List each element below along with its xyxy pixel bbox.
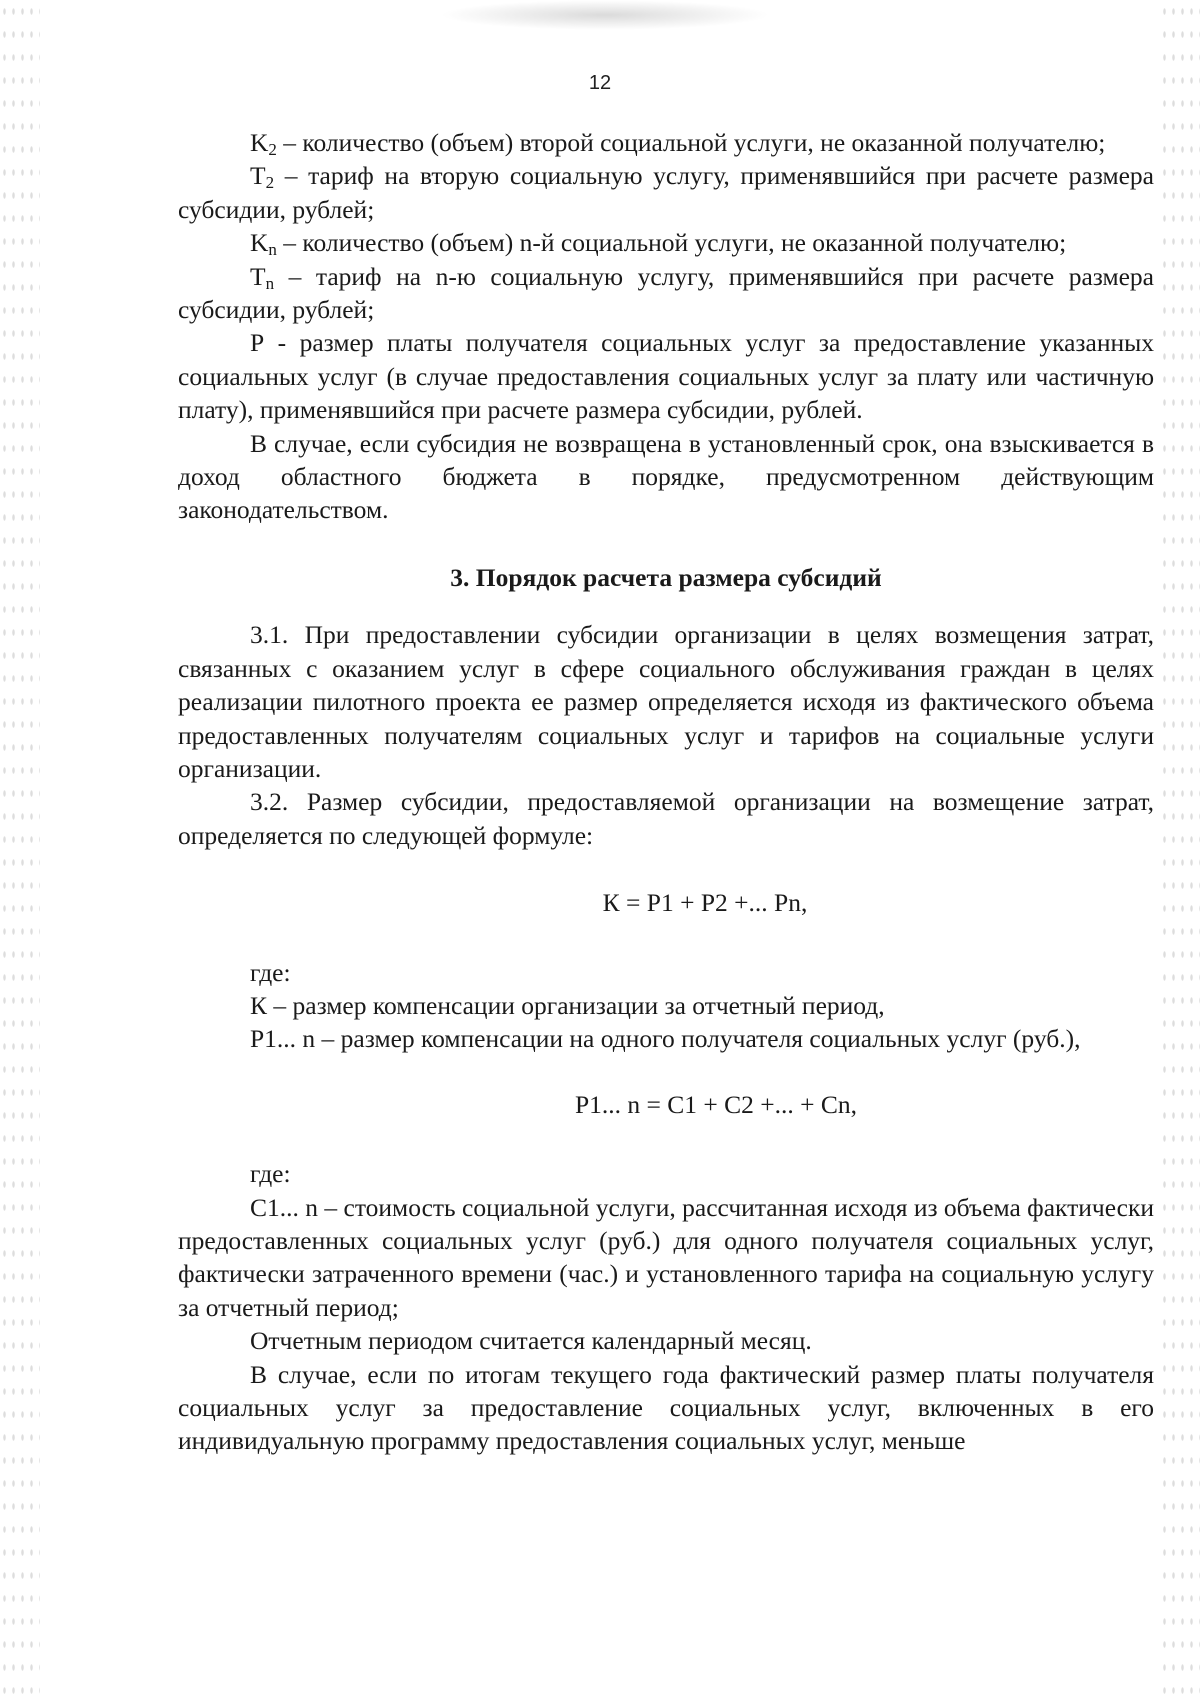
paragraph-3-2: 3.2. Размер субсидии, предоставляемой организации на возмещение затрат, определяется по следующей формуле: [178, 787, 1154, 850]
page-number: 12 [588, 72, 612, 94]
definition-p1n: Р1... n – размер компенсации на одного получателя социальных услуг (руб.), [250, 1024, 1081, 1054]
scan-artifact [440, 0, 770, 30]
document-body [178, 126, 1154, 1458]
where-label-1: где: [250, 957, 291, 987]
definition-tn: $Т_n$ – тариф на n-ю социальную услугу, применявшийся при расчете размера субсидии, рублей; [178, 261, 1154, 325]
scan-edge-left [0, 0, 40, 1708]
paragraph-last: В случае, если по итогам текущего года фактический размер платы получателя социальных услуг за предоставление социальных услуг, включенных в его индивидуальную программу предоставления социальных услуг, меньше [178, 1359, 1154, 1456]
definition-t2: $Т_2$ – тариф на вторую социальную услугу, применявшийся при расчете размера субсидии, рублей; [178, 161, 1154, 224]
definition-kn: $K_n$ – количество (объем) n-й социальной услуги, не оказанной получателю; [250, 228, 1067, 260]
where-label-2: где: [250, 1159, 291, 1189]
definition-p: Р - размер платы получателя социальных услуг за предоставление указанных социальных услуг (в случае предоставления социальных услуг за плату или частичную плату), применявшийся при расчете размера субсидии, рублей. [178, 328, 1154, 425]
definition-k2: $K_2$ – количество (объем) второй социальной услуги, не оказанной получателю; [250, 128, 1106, 159]
reporting-period: Отчетным периодом считается календарный месяц. [250, 1326, 812, 1356]
paragraph-refund: В случае, если субсидия не возвращена в установленный срок, она взыскивается в доход областного бюджета в порядке, предусмотренном действующим законодательством. [178, 428, 1154, 525]
section-heading: 3. Порядок расчета размера субсидий [450, 562, 882, 592]
definition-c1n: С1... n – стоимость социальной услуги, рассчитанная исходя из объема фактически предоставленных социальных услуг (руб.) для одного получателя социальных услуг, фактически затраченного времени (час.) и установленного тарифа на социальную услугу за отчетный период; [178, 1192, 1154, 1322]
formula-k: К = Р1 + Р2 +... Рn, [602, 888, 808, 918]
definition-k: К – размер компенсации организации за отчетный период, [250, 990, 885, 1020]
paragraph-3-1: 3.1. При предоставлении субсидии организации в целях возмещения затрат, связанных с оказанием услуг в сфере социального обслуживания граждан в целях реализации пилотного проекта ее размер определяется исходя из фактического объема предоставленных получателям социальных услуг и тарифов на социальные услуги организации. [178, 620, 1154, 783]
formula-p: Р1... n = С1 + С2 +... + Сn, [574, 1089, 858, 1119]
scan-edge-right [1160, 0, 1200, 1708]
